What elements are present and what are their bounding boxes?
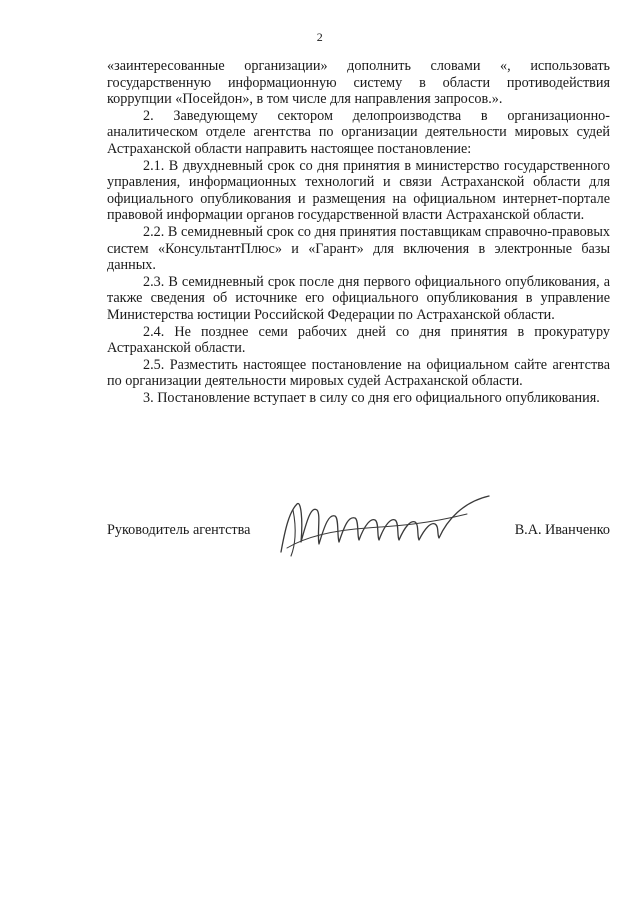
paragraph-item-2-3: 2.3. В семидневный срок после дня первого официального опубликования, а также сведения об источнике его официального опубликования в управление Министерства юстиции Российской Федерации по Астраханской области. — [107, 273, 610, 323]
signatory-position: Руководитель агентства — [107, 522, 251, 538]
signature-block — [107, 500, 610, 560]
paragraph-item-2-2: 2.2. В семидневный срок со дня принятия поставщикам справочно-правовых систем «КонсультантПлюс» и «Гарант» для включения в электронные базы данных. — [107, 223, 610, 274]
paragraph-item-2-1: 2.1. В двухдневный срок со дня принятия в министерство государственного управления, информационных технологий и связи Астраханской области для официального опубликования и размещения на официальном интернет-портале правовой информации органов государственной власти Астраханской области. — [107, 157, 610, 224]
paragraph-item-3: 3. Постановление вступает в силу со дня его официального опубликования. — [143, 389, 600, 406]
paragraph-continuation: «заинтересованные организации» дополнить словами «, использовать государственную информационную систему в области противодействия коррупции «Посейдон», в том числе для направления запросов.». — [107, 58, 610, 108]
paragraph-item-2-5: 2.5. Разместить настоящее постановление на официальном сайте агентства по организации деятельности мировых судей Астраханской области. — [107, 356, 610, 390]
page-number: 2 — [316, 30, 324, 44]
paragraph-item-2: 2. Заведующему сектором делопроизводства в организационно-аналитическом отделе агентства по организации деятельности мировых судей Астраханской области направить настоящее постановление: — [107, 107, 610, 157]
paragraph-item-2-4: 2.4. Не позднее семи рабочих дней со дня принятия в прокуратуру Астраханской области. — [107, 323, 610, 357]
handwritten-signature — [267, 490, 497, 560]
signatory-name: В.А. Иванченко — [514, 522, 610, 538]
document-body — [107, 58, 610, 406]
